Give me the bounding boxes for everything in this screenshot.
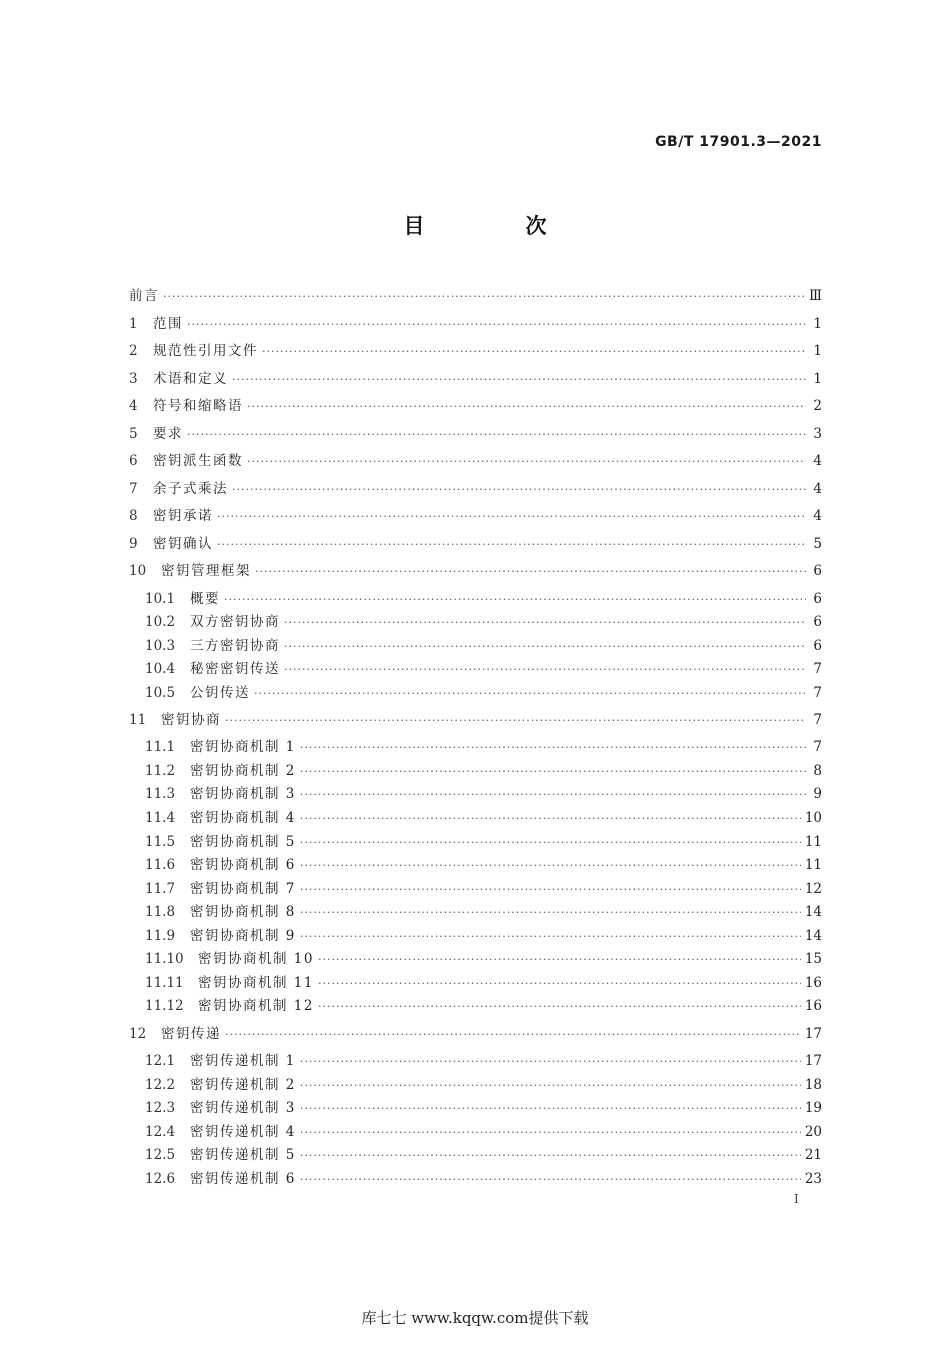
- toc-dot-leader: [254, 685, 806, 703]
- toc-entry-label: 规范性引用文件: [153, 343, 258, 359]
- toc-entry-page: 6: [813, 563, 822, 579]
- toc-dot-leader: [224, 591, 806, 609]
- toc-dot-leader: [232, 371, 806, 389]
- toc-entry[interactable]: [129, 397, 822, 415]
- toc-dot-leader: [300, 1100, 801, 1118]
- toc-entry-label: 密钥协商机制 3: [190, 786, 296, 802]
- toc-entry-label: 密钥协商机制 2: [190, 763, 296, 779]
- toc-dot-leader: [300, 904, 801, 922]
- toc-entry-label: 密钥承诺: [153, 508, 213, 524]
- toc-dot-leader: [318, 998, 801, 1016]
- toc-entry-page: 4: [813, 453, 822, 469]
- toc-dot-leader: [318, 951, 801, 969]
- toc-entry-number: 11: [129, 712, 147, 728]
- toc-entry-page: 8: [813, 763, 822, 779]
- toc-entry-number: 12.5: [145, 1147, 176, 1163]
- toc-entry-number: 10.5: [145, 685, 176, 701]
- toc-entry[interactable]: [129, 507, 822, 525]
- toc-entry-page: 7: [813, 661, 822, 677]
- toc-entry-number: 11.2: [145, 763, 176, 779]
- toc-entry-number: 11.11: [145, 975, 184, 991]
- toc-entry-page: 21: [804, 1147, 822, 1163]
- toc-entry-page: Ⅲ: [808, 288, 822, 304]
- toc-dot-leader: [300, 810, 801, 828]
- toc-entry-label: 密钥传递机制 3: [190, 1100, 296, 1116]
- toc-entry-label: 三方密钥协商: [190, 638, 280, 654]
- toc-entry-label: 密钥协商机制 9: [190, 928, 296, 944]
- toc-dot-leader: [284, 638, 806, 656]
- toc-entry-page: 6: [813, 638, 822, 654]
- footer-watermark: 库七七 www.kqqw.com提供下载: [361, 1309, 589, 1327]
- toc-dot-leader: [187, 426, 806, 444]
- toc-entry-number: 11.5: [145, 834, 176, 850]
- toc-dot-leader: [300, 786, 806, 804]
- toc-dot-leader: [300, 834, 801, 852]
- toc-entry[interactable]: [145, 637, 822, 655]
- toc-entry-number: 2: [129, 343, 138, 359]
- toc-entry-number: 11.6: [145, 857, 176, 873]
- toc-entry[interactable]: [145, 1146, 822, 1164]
- toc-entry-page: 7: [813, 739, 822, 755]
- toc-entry-page: 1: [813, 343, 822, 359]
- toc-entry[interactable]: [145, 1052, 822, 1070]
- toc-entry[interactable]: [145, 590, 822, 608]
- toc-entry-number: 9: [129, 536, 138, 552]
- toc-entry[interactable]: [145, 1076, 822, 1094]
- toc-entry-label: 密钥传递: [161, 1026, 221, 1042]
- toc-entry[interactable]: [129, 711, 822, 729]
- toc-dot-leader: [284, 661, 806, 679]
- toc-entry[interactable]: [145, 613, 822, 631]
- toc-dot-leader: [217, 508, 806, 526]
- toc-entry-page: 4: [813, 481, 822, 497]
- toc-dot-leader: [300, 1077, 801, 1095]
- toc-entry-number: 8: [129, 508, 138, 524]
- toc-dot-leader: [217, 536, 806, 554]
- toc-entry-number: 7: [129, 481, 138, 497]
- toc-entry-number: 11.10: [145, 951, 184, 967]
- toc-entry[interactable]: [129, 452, 822, 470]
- toc-dot-leader: [225, 1026, 801, 1044]
- toc-entry-number: 11.3: [145, 786, 176, 802]
- toc-dot-leader: [300, 739, 806, 757]
- toc-entry-page: 16: [804, 975, 822, 991]
- toc-entry-page: 11: [804, 834, 822, 850]
- toc-entry-label: 密钥协商机制 1: [190, 739, 296, 755]
- toc-dot-leader: [300, 928, 801, 946]
- toc-entry-label: 密钥协商机制 11: [198, 975, 314, 991]
- toc-entry-number: 6: [129, 453, 138, 469]
- toc-entry[interactable]: [129, 315, 822, 333]
- toc-entry-page: 4: [813, 508, 822, 524]
- toc-entry-label: 余子式乘法: [153, 481, 228, 497]
- toc-entry[interactable]: [145, 974, 822, 992]
- toc-entry-page: 10: [804, 810, 822, 826]
- toc-entry-page: 17: [804, 1026, 822, 1042]
- toc-entry-label: 密钥传递机制 5: [190, 1147, 296, 1163]
- toc-entry[interactable]: [145, 1099, 822, 1117]
- toc-entry-number: 11.1: [145, 739, 176, 755]
- toc-entry-page: 5: [813, 536, 822, 552]
- toc-dot-leader: [163, 288, 805, 306]
- toc-dot-leader: [300, 1147, 801, 1165]
- toc-entry-page: 14: [804, 928, 822, 944]
- toc-entry-number: 3: [129, 371, 138, 387]
- toc-entry[interactable]: [145, 785, 822, 803]
- toc-dot-leader: [187, 316, 806, 334]
- toc-dot-leader: [300, 1171, 801, 1189]
- toc-dot-leader: [247, 453, 806, 471]
- toc-entry-label: 公钥传送: [190, 685, 250, 701]
- toc-entry-label: 术语和定义: [153, 371, 228, 387]
- toc-dot-leader: [300, 763, 806, 781]
- toc-entry-page: 12: [804, 881, 822, 897]
- toc-entry-number: 12.1: [145, 1053, 176, 1069]
- toc-dot-leader: [300, 881, 801, 899]
- toc-entry-label: 密钥传递机制 1: [190, 1053, 296, 1069]
- toc-dot-leader: [300, 857, 801, 875]
- toc-entry[interactable]: [129, 562, 822, 580]
- toc-entry[interactable]: [145, 660, 822, 678]
- toc-entry-number: 12: [129, 1026, 147, 1042]
- toc-entry-page: 1: [813, 316, 822, 332]
- toc-entry-number: 11.4: [145, 810, 176, 826]
- toc-entry-page: 23: [804, 1171, 822, 1187]
- toc-entry-label: 密钥协商机制 7: [190, 881, 296, 897]
- toc-entry-label: 密钥传递机制 2: [190, 1077, 296, 1093]
- toc-entry-page: 6: [813, 591, 822, 607]
- toc-entry-label: 秘密密钥传送: [190, 661, 280, 677]
- toc-entry-page: 16: [804, 998, 822, 1014]
- toc-entry-label: 密钥协商: [161, 712, 221, 728]
- toc-entry-number: 10.3: [145, 638, 176, 654]
- toc-entry-label: 符号和缩略语: [153, 398, 243, 414]
- page-folio: I: [794, 1192, 799, 1206]
- standard-code: GB/T 17901.3—2021: [655, 134, 822, 150]
- toc-entry[interactable]: [129, 342, 822, 360]
- toc-entry-number: 1: [129, 316, 138, 332]
- toc-entry-number: 12.4: [145, 1124, 176, 1140]
- toc-entry-label: 前言: [129, 288, 159, 304]
- toc-entry[interactable]: [145, 738, 822, 756]
- toc-entry-label: 要求: [153, 426, 183, 442]
- toc-entry-label: 密钥传递机制 4: [190, 1124, 296, 1140]
- toc-entry[interactable]: [145, 809, 822, 827]
- toc-entry[interactable]: [145, 903, 822, 921]
- toc-dot-leader: [300, 1053, 801, 1071]
- toc-entry-label: 双方密钥协商: [190, 614, 280, 630]
- toc-entry-page: 17: [804, 1053, 822, 1069]
- toc-entry-label: 密钥派生函数: [153, 453, 243, 469]
- toc-entry-label: 密钥协商机制 8: [190, 904, 296, 920]
- toc-entry-number: 10.2: [145, 614, 176, 630]
- toc-entry-label: 密钥协商机制 10: [198, 951, 314, 967]
- toc-entry-number: 10.4: [145, 661, 176, 677]
- toc-entry-page: 15: [804, 951, 822, 967]
- toc-entry[interactable]: [145, 997, 822, 1015]
- toc-entry-label: 概要: [190, 591, 220, 607]
- toc-entry-page: 19: [804, 1100, 822, 1116]
- toc-dot-leader: [300, 1124, 801, 1142]
- toc-entry-page: 7: [813, 712, 822, 728]
- toc-entry[interactable]: [129, 370, 822, 388]
- toc-entry-page: 7: [813, 685, 822, 701]
- toc-entry[interactable]: [145, 927, 822, 945]
- toc-entry[interactable]: [145, 684, 822, 702]
- toc-entry[interactable]: [129, 1025, 822, 1043]
- toc-dot-leader: [225, 712, 806, 730]
- toc-entry-number: 12.2: [145, 1077, 176, 1093]
- toc-entry[interactable]: [129, 480, 822, 498]
- toc-entry[interactable]: [129, 287, 822, 305]
- toc-dot-leader: [284, 614, 806, 632]
- toc-entry-number: 5: [129, 426, 138, 442]
- toc-entry-page: 2: [813, 398, 822, 414]
- toc-entry[interactable]: [145, 880, 822, 898]
- toc-entry-number: 10.1: [145, 591, 176, 607]
- toc-dot-leader: [262, 343, 806, 361]
- toc-entry[interactable]: [145, 833, 822, 851]
- toc-entry-page: 18: [804, 1077, 822, 1093]
- toc-entry-page: 20: [804, 1124, 822, 1140]
- toc-entry-number: 4: [129, 398, 138, 414]
- toc-entry-page: 3: [813, 426, 822, 442]
- toc-entry-label: 密钥确认: [153, 536, 213, 552]
- toc-entry[interactable]: [129, 535, 822, 553]
- toc-entry-label: 密钥协商机制 6: [190, 857, 296, 873]
- toc-entry-number: 11.12: [145, 998, 184, 1014]
- toc-entry[interactable]: [145, 762, 822, 780]
- toc-entry-label: 密钥协商机制 12: [198, 998, 314, 1014]
- toc-dot-leader: [232, 481, 806, 499]
- toc-entry-number: 11.8: [145, 904, 176, 920]
- toc-entry-number: 11.9: [145, 928, 176, 944]
- toc-dot-leader: [247, 398, 806, 416]
- toc-entry-label: 密钥协商机制 5: [190, 834, 296, 850]
- toc-entry[interactable]: [129, 425, 822, 443]
- toc-entry[interactable]: [145, 856, 822, 874]
- toc-dot-leader: [255, 563, 806, 581]
- toc-entry-page: 1: [813, 371, 822, 387]
- toc-entry-label: 密钥协商机制 4: [190, 810, 296, 826]
- toc-entry-label: 密钥管理框架: [161, 563, 251, 579]
- toc-entry[interactable]: [145, 1170, 822, 1188]
- toc-entry-page: 9: [813, 786, 822, 802]
- toc-entry-number: 10: [129, 563, 147, 579]
- toc-entry-number: 11.7: [145, 881, 176, 897]
- toc-entry-label: 密钥传递机制 6: [190, 1171, 296, 1187]
- toc-entry-page: 6: [813, 614, 822, 630]
- toc-entry-number: 12.6: [145, 1171, 176, 1187]
- toc-entry-page: 11: [804, 857, 822, 873]
- toc-entry-label: 范围: [153, 316, 183, 332]
- toc-entry-page: 14: [804, 904, 822, 920]
- toc-entry[interactable]: [145, 1123, 822, 1141]
- toc-dot-leader: [318, 975, 801, 993]
- toc-entry-number: 12.3: [145, 1100, 176, 1116]
- page-title: 目 次: [403, 214, 587, 238]
- toc-entry[interactable]: [145, 950, 822, 968]
